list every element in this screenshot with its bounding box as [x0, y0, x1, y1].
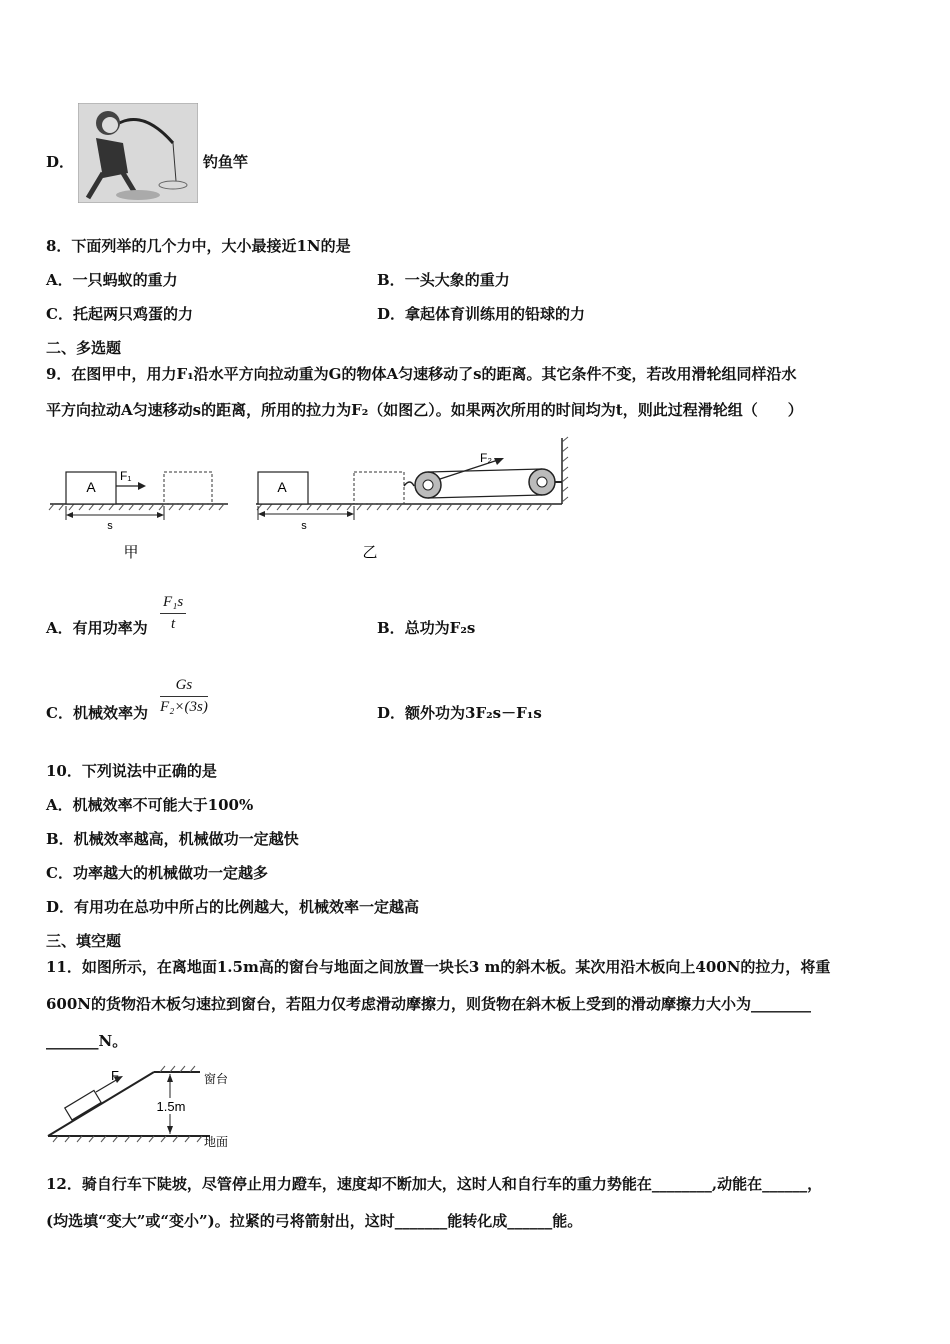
section-heading: 二、多选题 — [46, 339, 122, 357]
option-d: D．拿起体育训练用的铅球的力 — [377, 305, 586, 323]
question-10-stem: 10．下列说法中正确的是 — [46, 762, 217, 780]
incline-figure — [44, 1062, 244, 1152]
option-c: C．功率越大的机械做功一定越多 — [46, 864, 268, 882]
option-a: A．机械效率不可能大于100% — [46, 796, 254, 814]
option-text: 钓鱼竿 — [203, 153, 249, 171]
question-11-line1: 11．如图所示，在离地面1.5m高的窗台与地面之间放置一块长3 m的斜木板。某次用沿木板向上400N的拉力，将重 — [46, 958, 831, 976]
figure-caption: 乙 — [362, 544, 378, 561]
window-label: 窗台 — [204, 1072, 229, 1086]
fraction-a: $\frac{\text{F₁s}}{t}$ — [160, 594, 186, 633]
figure-caption: 甲 — [123, 544, 139, 561]
block-label: A — [86, 479, 96, 495]
option-letter: D． — [46, 153, 75, 171]
question-9-line1: 9．在图甲中，用力F₁沿水平方向拉动重为G的物体A匀速移动了s的距离。其它条件不变，若改用滑轮组同样沿水 — [46, 365, 797, 383]
question-12-line2: (均选填“变大”或“变小”)。拉紧的弓将箭射出，这时_______能转化成______能。 — [46, 1212, 583, 1230]
question-9-line2: 平方向拉动A匀速移动s的距离，所用的拉力为F₂（如图乙）。如果两次所用的时间均为t，则此过程滑轮组（ ） — [46, 401, 803, 419]
section-heading: 三、填空题 — [46, 932, 122, 950]
force-label: F — [111, 1068, 119, 1083]
option-b: B．机械效率越高，机械做功一定越快 — [46, 830, 299, 848]
figure-yi — [250, 434, 575, 570]
option-b: B．总功为F₂s — [377, 619, 476, 637]
option-d: D．额外功为3F₂s－F₁s — [377, 704, 542, 722]
question-12-line1: 12．骑自行车下陡坡，尽管停止用力蹬车，速度却不断加大，这时人和自行车的重力势能在________,动能在______， — [46, 1175, 823, 1193]
question-11-line3: _______N。 — [46, 1032, 128, 1050]
ground-label: 地面 — [204, 1135, 229, 1149]
option-c: C．托起两只鸡蛋的力 — [46, 305, 193, 323]
distance-label: s — [301, 520, 307, 532]
fraction-c: $\frac{Gs}{\text{F₂×(3s)}}$ — [160, 677, 208, 715]
fishing-rod-image — [78, 103, 198, 203]
question-8-stem: 8．下面列举的几个力中，大小最接近1N的是 — [46, 237, 351, 255]
option-b: B．一头大象的重力 — [377, 271, 510, 289]
option-c: C．机械效率为 — [46, 704, 148, 722]
question-11-line2: 600N的货物沿木板匀速拉到窗台，若阻力仅考虑滑动摩擦力，则货物在斜木板上受到的滑动摩擦力大小为________ — [46, 995, 812, 1013]
force-label: F₂ — [480, 451, 492, 465]
option-d: D．有用功在总功中所占的比例越大，机械效率一定越高 — [46, 898, 420, 916]
height-label: 1.5m — [156, 1099, 186, 1114]
figure-jia — [46, 460, 236, 570]
option-a: A．一只蚂蚁的重力 — [46, 271, 178, 289]
distance-label: s — [107, 520, 113, 532]
option-a: A．有用功率为 — [46, 619, 148, 637]
force-label: F₁ — [120, 469, 132, 483]
block-label: A — [277, 479, 287, 495]
